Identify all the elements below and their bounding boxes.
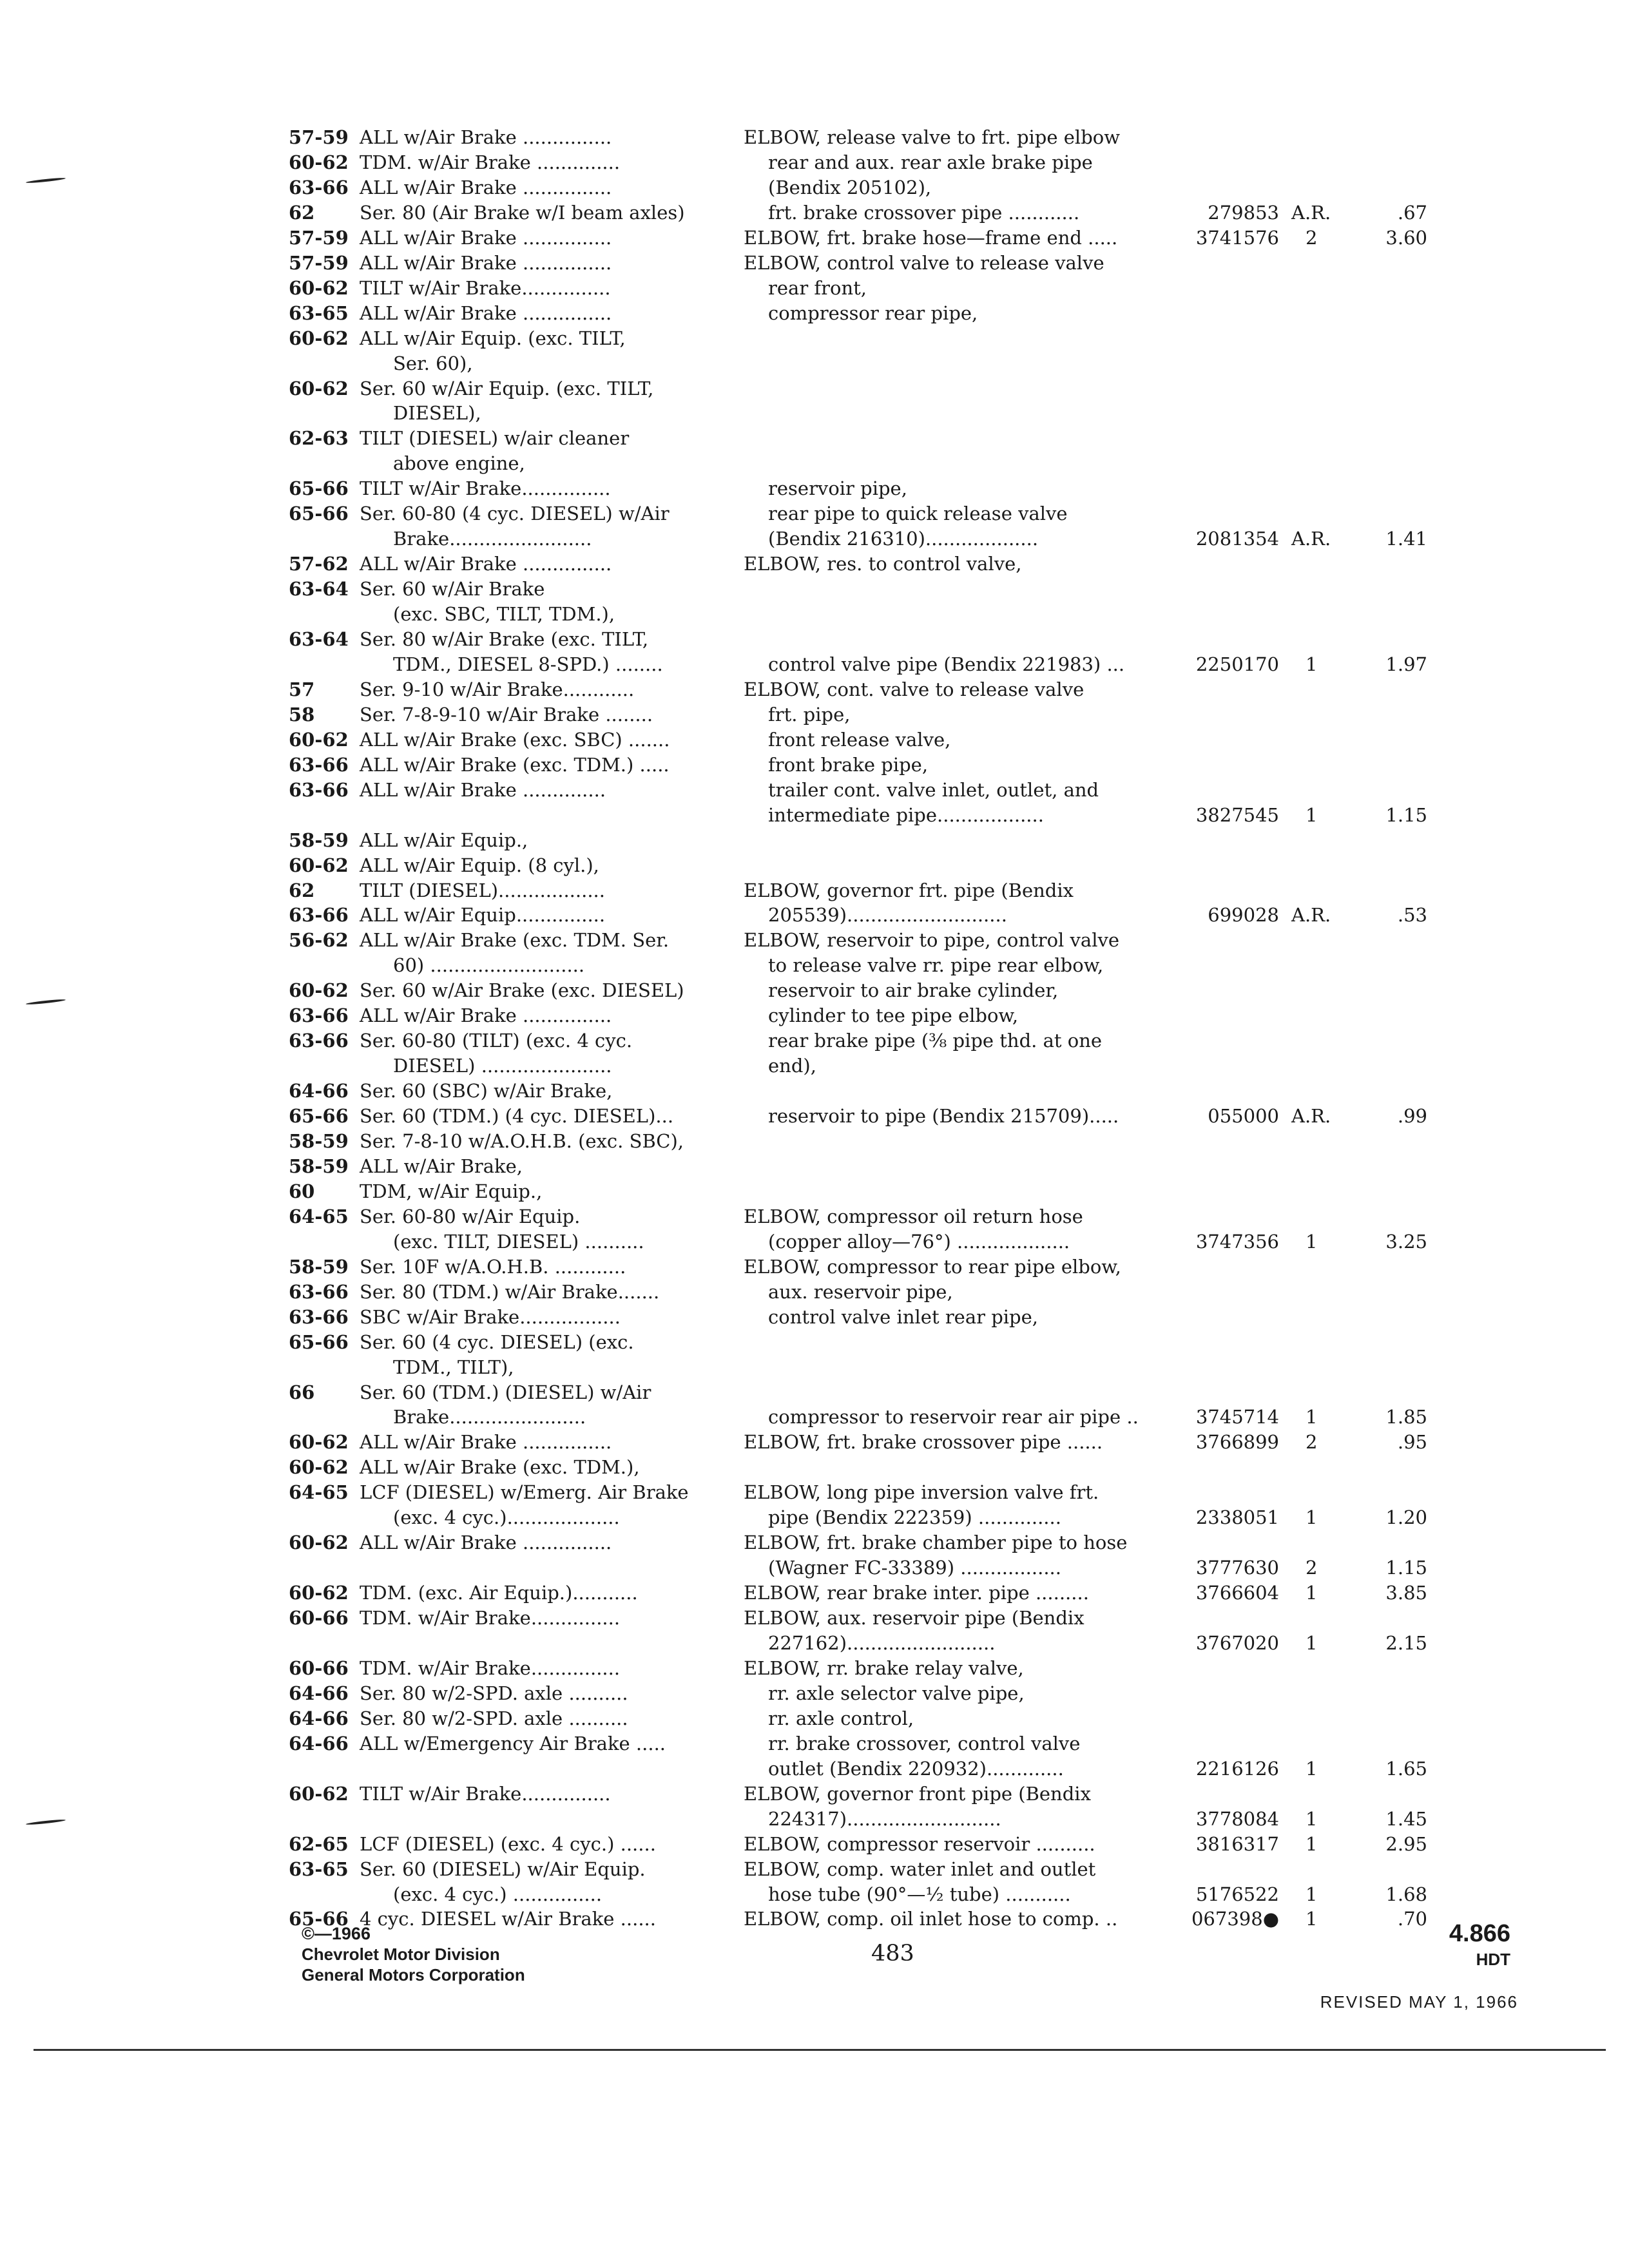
quantity: 1 bbox=[1306, 1506, 1318, 1528]
year-range: 57-62 bbox=[289, 553, 349, 575]
year-range: 60-62 bbox=[289, 729, 349, 751]
revised-date: REVISED MAY 1, 1966 bbox=[1320, 1992, 1518, 2012]
part-description: ELBOW, aux. reservoir pipe (Bendix bbox=[744, 1607, 1084, 1629]
application: TILT (DIESEL).................. bbox=[360, 879, 605, 901]
year-range: 64-66 bbox=[289, 1682, 349, 1704]
application: ALL w/Air Brake ............... bbox=[360, 177, 612, 198]
bottom-rule bbox=[34, 2049, 1606, 2051]
part-description: trailer cont. valve inlet, outlet, and bbox=[768, 779, 1099, 801]
application: Ser. 60 (4 cyc. DIESEL) (exc. bbox=[360, 1331, 634, 1353]
part-description: ELBOW, release valve to frt. pipe elbow bbox=[744, 126, 1121, 148]
year-range: 63-66 bbox=[289, 904, 349, 926]
quantity: 1 bbox=[1306, 1808, 1318, 1830]
part-number: 3777630 bbox=[1195, 1557, 1279, 1579]
application: TDM. w/Air Brake............... bbox=[360, 1607, 621, 1629]
part-description: ELBOW, rr. brake relay valve, bbox=[744, 1657, 1024, 1679]
application: ALL w/Air Brake ............... bbox=[360, 553, 612, 575]
year-range: 62 bbox=[289, 879, 315, 901]
application: ALL w/Air Brake (exc. TDM.) ..... bbox=[360, 754, 670, 776]
application: Ser. 60 w/Air Brake (exc. DIESEL) bbox=[360, 979, 684, 1001]
year-range: 64-66 bbox=[289, 1733, 349, 1754]
price: .99 bbox=[1397, 1105, 1427, 1127]
application: above engine, bbox=[393, 452, 525, 474]
year-range: 64-65 bbox=[289, 1206, 349, 1227]
application: Ser. 80 w/2-SPD. axle .......... bbox=[360, 1682, 628, 1704]
part-number: 3827545 bbox=[1195, 804, 1279, 826]
part-description: frt. brake crossover pipe ............ bbox=[768, 202, 1080, 224]
part-number: 3816317 bbox=[1195, 1833, 1279, 1855]
price: 2.95 bbox=[1385, 1833, 1427, 1855]
year-range: 58-59 bbox=[289, 829, 349, 851]
application: ALL w/Air Brake ............... bbox=[360, 227, 612, 249]
application: ALL w/Air Equip. (8 cyl.), bbox=[360, 854, 599, 876]
part-description: ELBOW, rear brake inter. pipe ......... bbox=[744, 1582, 1089, 1604]
application: TILT w/Air Brake............... bbox=[360, 477, 611, 499]
part-number: 5176522 bbox=[1195, 1883, 1279, 1905]
quantity: 1 bbox=[1306, 1758, 1318, 1780]
price: .95 bbox=[1397, 1431, 1427, 1453]
application: LCF (DIESEL) w/Emerg. Air Brake bbox=[360, 1481, 689, 1503]
part-description: 224317).......................... bbox=[768, 1808, 1001, 1830]
price: 1.65 bbox=[1385, 1758, 1427, 1780]
year-range: 64-66 bbox=[289, 1707, 349, 1729]
application: Ser. 60 w/Air Equip. (exc. TILT, bbox=[360, 378, 654, 399]
price: .67 bbox=[1397, 202, 1427, 224]
quantity: 1 bbox=[1306, 1632, 1318, 1654]
part-description: ELBOW, cont. valve to release valve bbox=[744, 678, 1084, 700]
application: Ser. 80 (Air Brake w/I beam axles) bbox=[360, 202, 685, 224]
application: Ser. 7-8-10 w/A.O.H.B. (exc. SBC), bbox=[360, 1130, 684, 1152]
section-number: 4.866 bbox=[1449, 1920, 1510, 1947]
year-range: 60-62 bbox=[289, 1582, 349, 1604]
part-description: ELBOW, comp. oil inlet hose to comp. .. bbox=[744, 1908, 1118, 1930]
year-range: 60-62 bbox=[289, 1783, 349, 1805]
part-number: 3778084 bbox=[1195, 1808, 1279, 1830]
year-range: 60 bbox=[289, 1180, 315, 1202]
part-description: ELBOW, compressor oil return hose bbox=[744, 1206, 1083, 1227]
year-range: 58-59 bbox=[289, 1130, 349, 1152]
section-sub: HDT bbox=[1476, 1950, 1510, 1969]
year-range: 57 bbox=[289, 678, 315, 700]
year-range: 60-66 bbox=[289, 1657, 349, 1679]
part-description: ELBOW, frt. brake hose—frame end ..... bbox=[744, 227, 1118, 249]
quantity: 1 bbox=[1306, 653, 1318, 675]
part-description: hose tube (90°—½ tube) ........... bbox=[768, 1883, 1071, 1905]
part-description: front brake pipe, bbox=[768, 754, 929, 776]
application: Brake........................ bbox=[393, 528, 592, 550]
application: TDM., TILT), bbox=[393, 1356, 514, 1378]
application: Ser. 80 (TDM.) w/Air Brake....... bbox=[360, 1281, 660, 1303]
application: Ser. 9-10 w/Air Brake............ bbox=[360, 678, 635, 700]
application: TDM, w/Air Equip., bbox=[360, 1180, 543, 1202]
part-description: ELBOW, reservoir to pipe, control valve bbox=[744, 929, 1120, 951]
part-description: compressor rear pipe, bbox=[768, 302, 978, 324]
quantity: A.R. bbox=[1291, 904, 1331, 926]
part-number: 3766604 bbox=[1195, 1582, 1279, 1604]
year-range: 63-66 bbox=[289, 779, 349, 801]
application: LCF (DIESEL) (exc. 4 cyc.) ...... bbox=[360, 1833, 656, 1855]
year-range: 62 bbox=[289, 202, 315, 224]
part-description: (Bendix 205102), bbox=[768, 177, 932, 198]
part-description: (Bendix 216310)................... bbox=[768, 528, 1039, 550]
year-range: 58-59 bbox=[289, 1256, 349, 1278]
application: TDM., DIESEL 8-SPD.) ........ bbox=[393, 653, 663, 675]
application: Ser. 60 (SBC) w/Air Brake, bbox=[360, 1080, 613, 1102]
year-range: 58 bbox=[289, 704, 315, 726]
year-range: 65-66 bbox=[289, 503, 349, 524]
application: TILT w/Air Brake............... bbox=[360, 1783, 611, 1805]
year-range: 57-59 bbox=[289, 126, 349, 148]
part-description: control valve pipe (Bendix 221983) ... bbox=[768, 653, 1125, 675]
year-range: 57-59 bbox=[289, 252, 349, 274]
part-description: ELBOW, governor front pipe (Bendix bbox=[744, 1783, 1091, 1805]
year-range: 60-62 bbox=[289, 327, 349, 349]
year-range: 63-64 bbox=[289, 628, 349, 650]
year-range: 63-66 bbox=[289, 1306, 349, 1328]
application: (exc. 4 cyc.) ............... bbox=[393, 1883, 602, 1905]
quantity: 1 bbox=[1306, 1883, 1318, 1905]
quantity: 2 bbox=[1306, 1431, 1318, 1453]
price: .53 bbox=[1397, 904, 1427, 926]
quantity: 1 bbox=[1306, 1833, 1318, 1855]
price: 3.85 bbox=[1385, 1582, 1427, 1604]
part-number: 3767020 bbox=[1195, 1632, 1279, 1654]
year-range: 57-59 bbox=[289, 227, 349, 249]
price: 1.15 bbox=[1385, 1557, 1427, 1579]
part-description: frt. pipe, bbox=[768, 704, 851, 726]
year-range: 62-63 bbox=[289, 427, 349, 449]
part-description: ELBOW, compressor to rear pipe elbow, bbox=[744, 1256, 1121, 1278]
quantity: 2 bbox=[1306, 1557, 1318, 1579]
part-description: to release valve rr. pipe rear elbow, bbox=[768, 954, 1104, 976]
part-description: ELBOW, control valve to release valve bbox=[744, 252, 1104, 274]
application: ALL w/Air Brake ............... bbox=[360, 1431, 612, 1453]
part-number: 2250170 bbox=[1195, 653, 1279, 675]
year-range: 58-59 bbox=[289, 1155, 349, 1177]
year-range: 65-66 bbox=[289, 477, 349, 499]
application: ALL w/Air Brake (exc. TDM. Ser. bbox=[360, 929, 670, 951]
part-description: rr. axle control, bbox=[768, 1707, 914, 1729]
application: DIESEL), bbox=[393, 402, 481, 424]
quantity: 1 bbox=[1306, 1908, 1318, 1930]
application: Ser. 60 w/Air Brake bbox=[360, 578, 545, 600]
application: ALL w/Air Equip. (exc. TILT, bbox=[360, 327, 626, 349]
year-range: 60-62 bbox=[289, 979, 349, 1001]
application: Ser. 60 (TDM.) (DIESEL) w/Air bbox=[360, 1381, 651, 1403]
application: Ser. 60 (TDM.) (4 cyc. DIESEL)... bbox=[360, 1105, 674, 1127]
application: TILT w/Air Brake............... bbox=[360, 277, 611, 299]
application: Ser. 60-80 (4 cyc. DIESEL) w/Air bbox=[360, 503, 670, 524]
part-description: aux. reservoir pipe, bbox=[768, 1281, 953, 1303]
application: Ser. 60-80 (TILT) (exc. 4 cyc. bbox=[360, 1030, 633, 1052]
division-name: Chevrolet Motor Division bbox=[302, 1945, 500, 1964]
part-description: ELBOW, comp. water inlet and outlet bbox=[744, 1858, 1096, 1880]
application: ALL w/Air Brake ............... bbox=[360, 252, 612, 274]
quantity: 1 bbox=[1306, 804, 1318, 826]
page-number: 483 bbox=[871, 1941, 914, 1966]
year-range: 60-62 bbox=[289, 378, 349, 399]
year-range: 63-66 bbox=[289, 754, 349, 776]
year-range: 66 bbox=[289, 1381, 315, 1403]
price: 1.41 bbox=[1385, 528, 1427, 550]
part-description: ELBOW, governor frt. pipe (Bendix bbox=[744, 879, 1074, 901]
year-range: 63-64 bbox=[289, 578, 349, 600]
application: 60) .......................... bbox=[393, 954, 585, 976]
price: 1.68 bbox=[1385, 1883, 1427, 1905]
part-description: ELBOW, frt. brake chamber pipe to hose bbox=[744, 1532, 1128, 1553]
year-range: 65-66 bbox=[289, 1331, 349, 1353]
application: (exc. SBC, TILT, TDM.), bbox=[393, 603, 615, 625]
year-range: 65-66 bbox=[289, 1105, 349, 1127]
application: TDM. w/Air Brake .............. bbox=[360, 151, 621, 173]
part-description: outlet (Bendix 220932)............. bbox=[768, 1758, 1064, 1780]
part-number: 279853 bbox=[1208, 202, 1279, 224]
application: (exc. 4 cyc.)................... bbox=[393, 1506, 620, 1528]
part-description: rr. axle selector valve pipe, bbox=[768, 1682, 1025, 1704]
part-description: end), bbox=[768, 1055, 816, 1077]
part-description: front release valve, bbox=[768, 729, 951, 751]
application: ALL w/Air Equip., bbox=[360, 829, 528, 851]
copyright: ©—1966 bbox=[302, 1924, 371, 1943]
part-number: 055000 bbox=[1208, 1105, 1279, 1127]
year-range: 60-62 bbox=[289, 151, 349, 173]
part-number: 2216126 bbox=[1195, 1758, 1279, 1780]
application: Ser. 80 w/Air Brake (exc. TILT, bbox=[360, 628, 649, 650]
price: 1.20 bbox=[1385, 1506, 1427, 1528]
part-number: 2081354 bbox=[1195, 528, 1279, 550]
price: 2.15 bbox=[1385, 1632, 1427, 1654]
quantity: 1 bbox=[1306, 1231, 1318, 1253]
part-description: reservoir pipe, bbox=[768, 477, 907, 499]
year-range: 64-66 bbox=[289, 1080, 349, 1102]
application: TDM. (exc. Air Equip.)........... bbox=[360, 1582, 638, 1604]
price: 3.60 bbox=[1385, 227, 1427, 249]
part-number: 067398● bbox=[1191, 1908, 1279, 1930]
part-description: rear pipe to quick release valve bbox=[768, 503, 1068, 524]
quantity: 2 bbox=[1306, 227, 1318, 249]
part-description: ELBOW, frt. brake crossover pipe ...... bbox=[744, 1431, 1103, 1453]
part-number: 3745714 bbox=[1195, 1406, 1279, 1428]
part-description: control valve inlet rear pipe, bbox=[768, 1306, 1038, 1328]
part-number: 699028 bbox=[1208, 904, 1279, 926]
application: Brake....................... bbox=[393, 1406, 586, 1428]
part-description: ELBOW, long pipe inversion valve frt. bbox=[744, 1481, 1099, 1503]
year-range: 60-62 bbox=[289, 854, 349, 876]
part-number: 2338051 bbox=[1195, 1506, 1279, 1528]
part-description: rr. brake crossover, control valve bbox=[768, 1733, 1081, 1754]
application: ALL w/Air Brake ............... bbox=[360, 302, 612, 324]
part-description: rear front, bbox=[768, 277, 867, 299]
part-description: pipe (Bendix 222359) .............. bbox=[768, 1506, 1061, 1528]
price: 1.15 bbox=[1385, 804, 1427, 826]
application: ALL w/Air Brake (exc. SBC) ....... bbox=[360, 729, 670, 751]
application: ALL w/Air Brake ............... bbox=[360, 1004, 612, 1026]
part-number: 3766899 bbox=[1195, 1431, 1279, 1453]
part-description: reservoir to pipe (Bendix 215709)..... bbox=[768, 1105, 1119, 1127]
quantity: A.R. bbox=[1291, 202, 1331, 224]
part-description: compressor to reservoir rear air pipe .. bbox=[768, 1406, 1139, 1428]
year-range: 63-65 bbox=[289, 302, 349, 324]
application: ALL w/Air Equip............... bbox=[360, 904, 606, 926]
part-number: 3741576 bbox=[1195, 227, 1279, 249]
year-range: 62-65 bbox=[289, 1833, 349, 1855]
quantity: A.R. bbox=[1291, 528, 1331, 550]
year-range: 63-65 bbox=[289, 1858, 349, 1880]
part-description: rear and aux. rear axle brake pipe bbox=[768, 151, 1093, 173]
year-range: 64-65 bbox=[289, 1481, 349, 1503]
year-range: 60-62 bbox=[289, 1532, 349, 1553]
year-range: 60-62 bbox=[289, 277, 349, 299]
year-range: 63-66 bbox=[289, 177, 349, 198]
price: .70 bbox=[1397, 1908, 1427, 1930]
price: 1.45 bbox=[1385, 1808, 1427, 1830]
application: TILT (DIESEL) w/air cleaner bbox=[360, 427, 630, 449]
price: 1.97 bbox=[1385, 653, 1427, 675]
application: (exc. TILT, DIESEL) .......... bbox=[393, 1231, 644, 1253]
year-range: 60-62 bbox=[289, 1431, 349, 1453]
application: Ser. 80 w/2-SPD. axle .......... bbox=[360, 1707, 628, 1729]
part-description: (copper alloy—76°) ................... bbox=[768, 1231, 1070, 1253]
year-range: 63-66 bbox=[289, 1004, 349, 1026]
year-range: 63-66 bbox=[289, 1281, 349, 1303]
year-range: 60-66 bbox=[289, 1607, 349, 1629]
application: ALL w/Air Brake ............... bbox=[360, 126, 612, 148]
quantity: 1 bbox=[1306, 1406, 1318, 1428]
application: Ser. 60-80 w/Air Equip. bbox=[360, 1206, 581, 1227]
part-description: ELBOW, compressor reservoir .......... bbox=[744, 1833, 1095, 1855]
year-range: 65-66 bbox=[289, 1908, 349, 1930]
corporation-name: General Motors Corporation bbox=[302, 1965, 525, 1984]
quantity: A.R. bbox=[1291, 1105, 1331, 1127]
application: Ser. 60 (DIESEL) w/Air Equip. bbox=[360, 1858, 646, 1880]
application: ALL w/Air Brake .............. bbox=[360, 779, 606, 801]
application: ALL w/Air Brake (exc. TDM.), bbox=[360, 1456, 640, 1478]
application: ALL w/Air Brake, bbox=[360, 1155, 523, 1177]
part-description: 205539)........................... bbox=[768, 904, 1007, 926]
part-description: rear brake pipe (⅜ pipe thd. at one bbox=[768, 1030, 1103, 1052]
part-description: reservoir to air brake cylinder, bbox=[768, 979, 1059, 1001]
application: Ser. 60), bbox=[393, 352, 473, 374]
part-description: ELBOW, res. to control valve, bbox=[744, 553, 1022, 575]
year-range: 56-62 bbox=[289, 929, 349, 951]
application: ALL w/Emergency Air Brake ..... bbox=[360, 1733, 666, 1754]
application: TDM. w/Air Brake............... bbox=[360, 1657, 621, 1679]
year-range: 63-66 bbox=[289, 1030, 349, 1052]
price: 3.25 bbox=[1385, 1231, 1427, 1253]
application: Ser. 10F w/A.O.H.B. ............ bbox=[360, 1256, 626, 1278]
part-number: 3747356 bbox=[1195, 1231, 1279, 1253]
year-range: 60-62 bbox=[289, 1456, 349, 1478]
quantity: 1 bbox=[1306, 1582, 1318, 1604]
part-description: intermediate pipe.................. bbox=[768, 804, 1044, 826]
part-description: cylinder to tee pipe elbow, bbox=[768, 1004, 1019, 1026]
price: 1.85 bbox=[1385, 1406, 1427, 1428]
part-description: (Wagner FC-33389) ................. bbox=[768, 1557, 1061, 1579]
application: DIESEL) ...................... bbox=[393, 1055, 612, 1077]
part-description: 227162)......................... bbox=[768, 1632, 996, 1654]
application: SBC w/Air Brake................. bbox=[360, 1306, 621, 1328]
application: Ser. 7-8-9-10 w/Air Brake ........ bbox=[360, 704, 653, 726]
application: ALL w/Air Brake ............... bbox=[360, 1532, 612, 1553]
application: 4 cyc. DIESEL w/Air Brake ...... bbox=[360, 1908, 656, 1930]
